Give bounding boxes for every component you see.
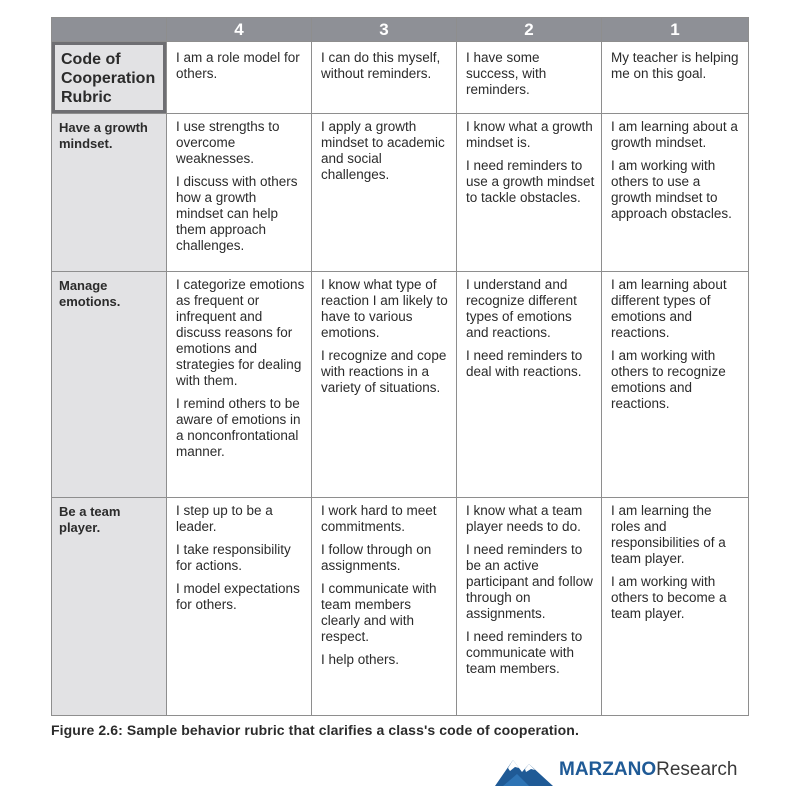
cell-statement: I use strengths to overcome weaknesses.: [176, 119, 280, 166]
rubric-cell: [312, 272, 457, 498]
level-description-cell: [167, 42, 312, 114]
cell-statement: I need reminders to deal with reactions.: [466, 348, 583, 379]
cell-statement: I communicate with team members clearly and with respect.: [321, 581, 437, 644]
level-header: 3: [312, 18, 457, 42]
logo-brand: MARZANO: [559, 759, 657, 780]
cell-statement: I know what a team player needs to do.: [466, 503, 583, 534]
rubric-title-cell: [52, 42, 167, 114]
rubric-cell: [602, 498, 749, 716]
rubric-title-line: Code of: [61, 51, 121, 68]
cell-statement: I help others.: [321, 652, 400, 667]
rubric-row: [52, 114, 749, 272]
level-description-row: [52, 42, 749, 114]
rubric-title-line: Cooperation: [61, 70, 156, 87]
cell-statement: I follow through on assignments.: [321, 542, 432, 573]
rubric-cell: [167, 272, 312, 498]
rubric-title-line: Rubric: [61, 89, 112, 106]
cell-statement: I need reminders to be an active participant and follow through on assignments.: [466, 542, 593, 621]
rubric-cell: [312, 114, 457, 272]
cell-statement: I take responsibility for actions.: [176, 542, 291, 573]
rubric-cell: [602, 114, 749, 272]
level-header: 2: [457, 18, 602, 42]
marzano-research-logo: [495, 752, 737, 788]
level-header-row: [52, 18, 749, 42]
level-header: 1: [602, 18, 749, 42]
figure-caption: Figure 2.6: Sample behavior rubric that clarifies a class's code of cooperation.: [51, 722, 579, 738]
level-description-cell: [312, 42, 457, 114]
cell-statement: I need reminders to communicate with team members.: [466, 629, 583, 676]
rubric-cell: [167, 498, 312, 716]
rubric-title: [52, 42, 166, 113]
level-description: My teacher is helping me on this goal.: [611, 50, 739, 81]
row-label: Have a growth mindset.: [52, 114, 167, 272]
row-label: Manage emotions.: [52, 272, 167, 498]
level-header: 4: [167, 18, 312, 42]
rubric-cell: [457, 272, 602, 498]
row-label: Be a team player.: [52, 498, 167, 716]
rubric-cell: [167, 114, 312, 272]
rubric-cell: [312, 498, 457, 716]
cell-statement: I recognize and cope with reactions in a variety of situations.: [321, 348, 447, 395]
cell-statement: I apply a growth mindset to academic and social challenges.: [321, 119, 445, 182]
level-description: I can do this myself, without reminders.: [321, 50, 441, 81]
rubric-cell: [457, 498, 602, 716]
cell-statement: I am working with others to use a growth mindset to approach obstacles.: [611, 158, 732, 221]
rubric-table: [51, 17, 749, 716]
cell-statement: I am working with others to recognize emotions and reactions.: [611, 348, 726, 411]
level-description: I am a role model for others.: [176, 50, 300, 81]
logo-suffix: Research: [656, 759, 738, 780]
mountain-logo-icon: [495, 754, 553, 786]
rubric-row: [52, 272, 749, 498]
cell-statement: I discuss with others how a growth mindset can help them approach challenges.: [176, 174, 298, 253]
cell-statement: I am learning about a growth mindset.: [611, 119, 738, 150]
level-description-cell: [457, 42, 602, 114]
cell-statement: I understand and recognize different types of emotions and reactions.: [466, 277, 577, 340]
cell-statement: I step up to be a leader.: [176, 503, 273, 534]
cell-statement: I am learning about different types of emotions and reactions.: [611, 277, 727, 340]
rubric-cell: [457, 114, 602, 272]
rubric-cell: [602, 272, 749, 498]
header-blank-cell: [52, 18, 167, 42]
rubric-row: [52, 498, 749, 716]
cell-statement: I categorize emotions as frequent or infrequent and discuss reasons for emotions and strategies for dealing with them.: [176, 277, 305, 388]
cell-statement: I model expectations for others.: [176, 581, 300, 612]
cell-statement: I am learning the roles and responsibilities of a team player.: [611, 503, 726, 566]
cell-statement: I work hard to meet commitments.: [321, 503, 437, 534]
level-description: I have some success, with reminders.: [466, 50, 547, 97]
logo-wordmark: [559, 752, 737, 788]
cell-statement: I am working with others to become a team player.: [611, 574, 727, 621]
level-description-cell: [602, 42, 749, 114]
cell-statement: I remind others to be aware of emotions in a nonconfrontational manner.: [176, 396, 301, 459]
cell-statement: I know what a growth mindset is.: [466, 119, 593, 150]
cell-statement: I need reminders to use a growth mindset to tackle obstacles.: [466, 158, 595, 205]
cell-statement: I know what type of reaction I am likely to have to various emotions.: [321, 277, 448, 340]
